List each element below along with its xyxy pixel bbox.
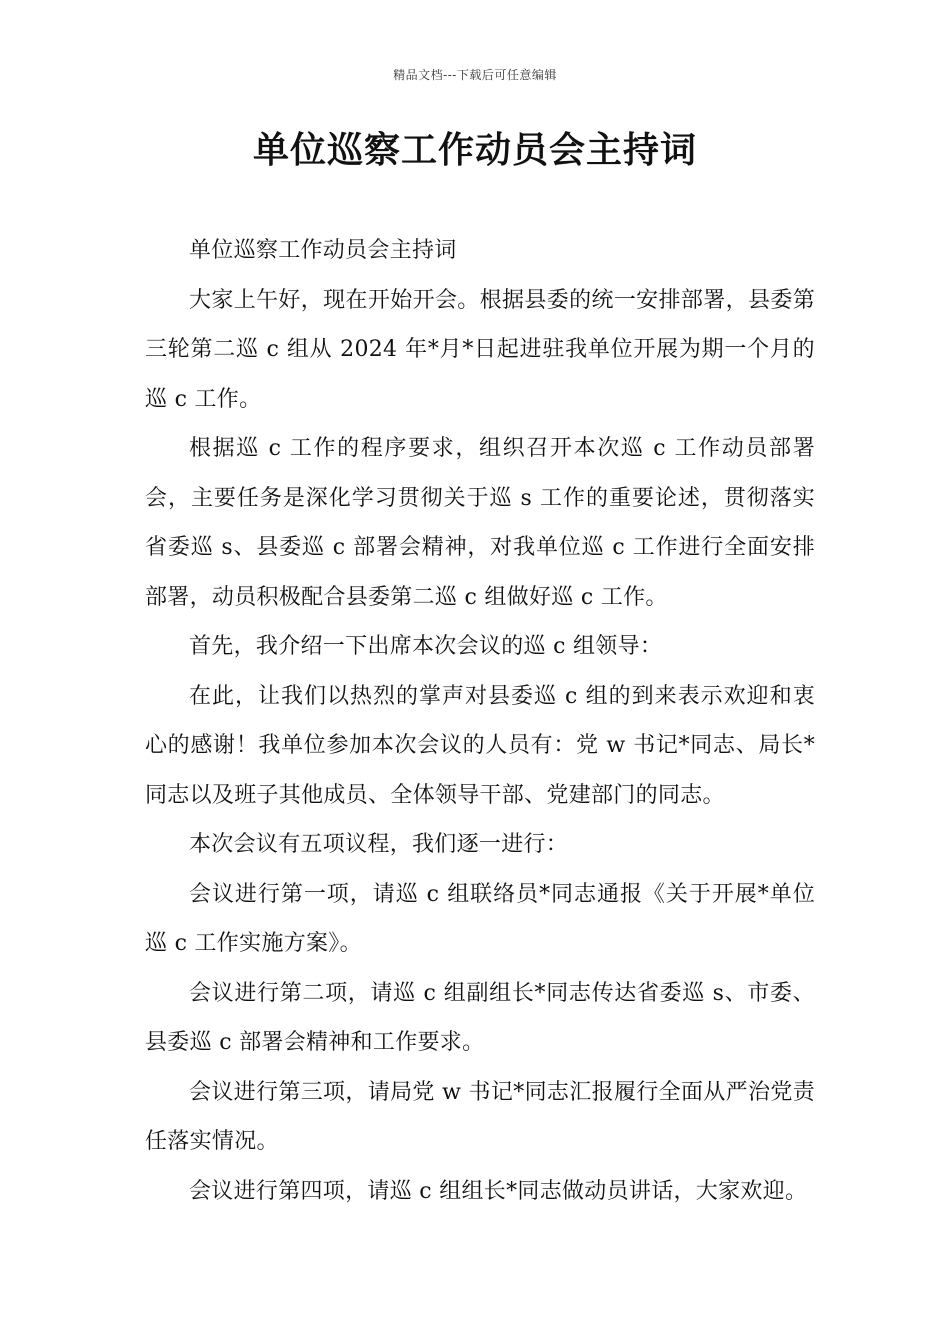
paragraph-welcome: 在此，让我们以热烈的掌声对县委巡 c 组的到来表示欢迎和衷心的感谢！我单位参加本次会议的人员有：党 w 书记*同志、局长*同志以及班子其他成员、全体领导干部、党建部门的同志。	[145, 683, 815, 808]
paragraph-opening: 大家上午好，现在开始开会。根据县委的统一安排部署，县委第三轮第二巡 c 组从 2024 年*月*日起进驻我单位开展为期一个月的巡 c 工作。	[145, 287, 815, 412]
paragraph-item-4: 会议进行第四项，请巡 c 组组长*同志做动员讲话，大家欢迎。	[189, 1178, 808, 1204]
paragraph-item-3: 会议进行第三项，请局党 w 书记*同志汇报履行全面从严治党责任落实情况。	[145, 1079, 815, 1154]
paragraph-purpose: 根据巡 c 工作的程序要求，组织召开本次巡 c 工作动员部署会，主要任务是深化学习贯彻关于巡 s 工作的重要论述，贯彻落实省委巡 s、县委巡 c 部署会精神，对我单位巡 c 工作进行全面安排部署，动员积极配合县委第二巡 c 组做好巡 c 工作。	[145, 436, 815, 610]
paragraph-item-1: 会议进行第一项，请巡 c 组联络员*同志通报《关于开展*单位巡 c 工作实施方案》。	[145, 881, 815, 956]
document-title: 单位巡察工作动员会主持词	[252, 130, 697, 171]
paragraph-subtitle: 单位巡察工作动员会主持词	[189, 238, 457, 263]
header-note: 精品文档---下载后可任意编辑	[393, 68, 557, 82]
paragraph-introduction: 首先，我介绍一下出席本次会议的巡 c 组领导：	[189, 634, 663, 659]
document-body	[145, 226, 815, 1216]
paragraph-agenda: 本次会议有五项议程，我们逐一进行：	[189, 832, 569, 857]
paragraph-item-2: 会议进行第二项，请巡 c 组副组长*同志传达省委巡 s、市委、县委巡 c 部署会精神和工作要求。	[145, 980, 815, 1055]
